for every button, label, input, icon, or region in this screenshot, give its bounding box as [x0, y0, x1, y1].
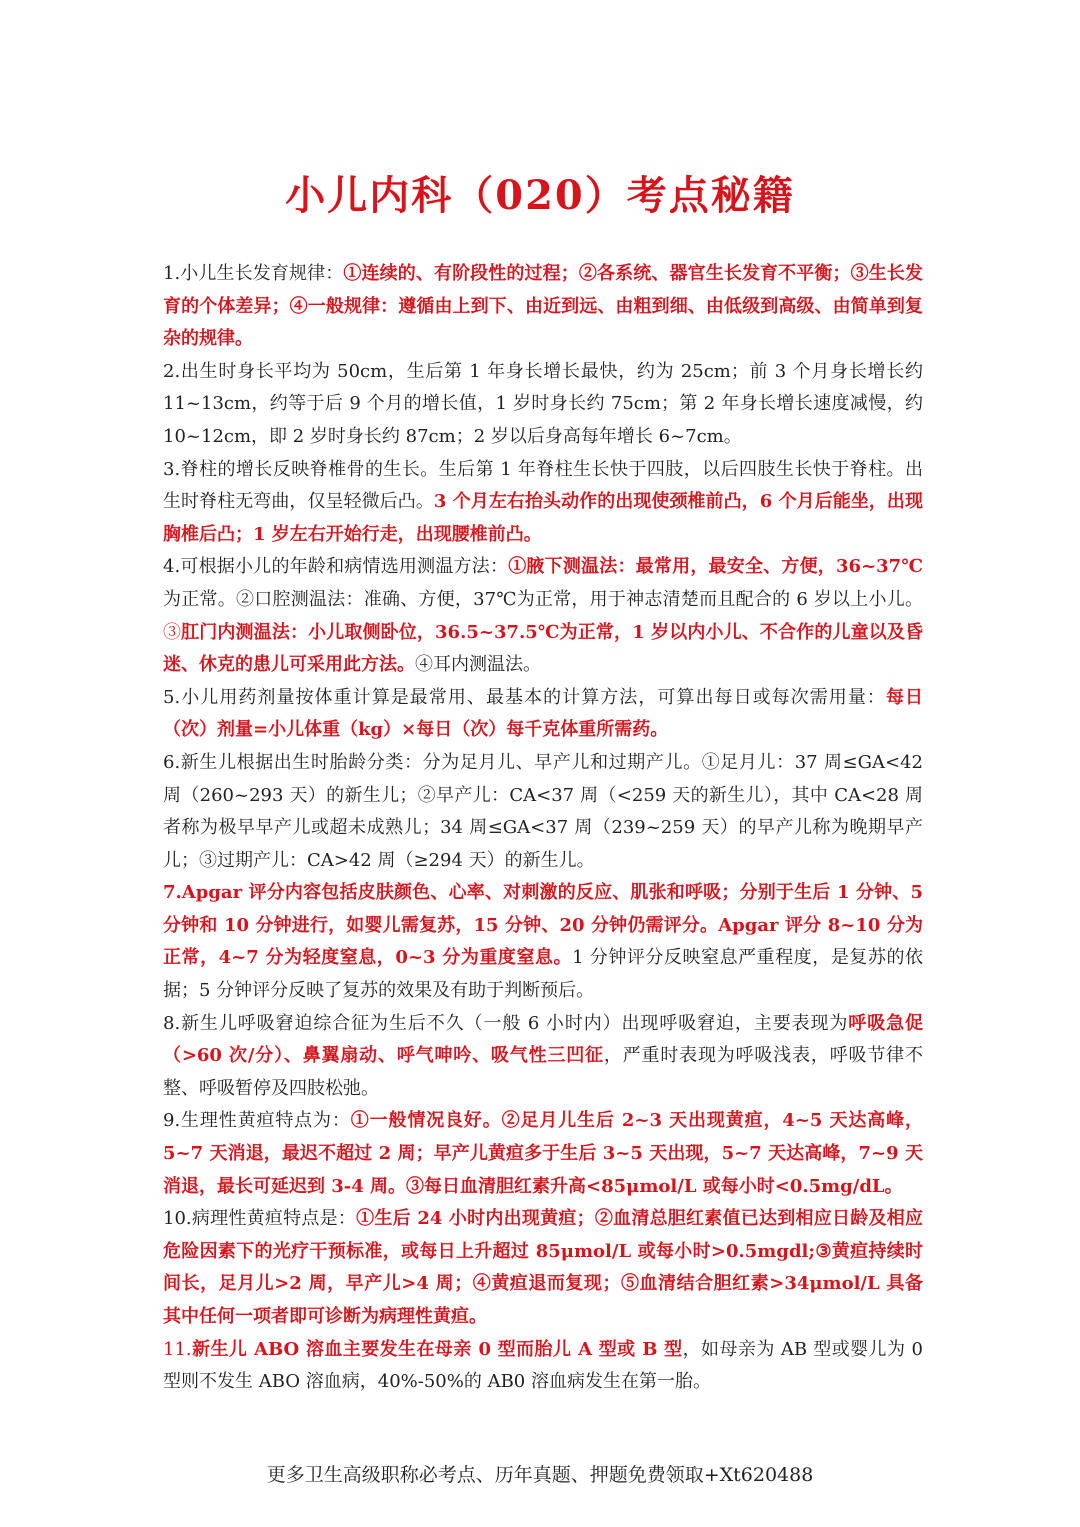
document-body [163, 258, 923, 1399]
paragraph-8 [163, 1008, 923, 1106]
highlighted-text-segment: ①生后 24 小时内出现黄疸；②血清总胆红素值已达到相应日龄及相应危险因素下的光疗干预标准，或每日上升超过 85μmol/L 或每小时>0.5mgdl;③黄疸持续时间长，足月儿>2 周，早产儿>4 周；④黄疸退而复现；⑤血清结合胆红素>34μmol/L 具备其中任何一项者即可诊断为病理性黄疸。 [163, 1208, 923, 1327]
highlighted-text-segment: ①腋下测温法：最常用，最安全、方便，36~37℃ [508, 556, 923, 578]
page-title: 小儿内科（020）考点秘籍 [285, 172, 795, 219]
paragraph-11 [163, 1334, 923, 1399]
text-segment: 9.生理性黄疸特点为： [163, 1110, 351, 1132]
paragraph-4 [163, 551, 923, 681]
highlighted-text-segment: ①一般情况良好。②足月儿生后 2~3 天出现黄疸，4~5 天达高峰，5~7 天消退，最迟不超过 2 周；早产儿黄疸多于生后 3~5 天出现，5~7 天达高峰，7~9 天消退，最长可延迟到 3-4 周。③每日血清胆红素升高<85μmol/L 或每小时<0.5mg/dL。 [163, 1110, 923, 1197]
paragraph-7 [163, 877, 923, 1007]
text-segment: 5.小儿用药剂量按体重计算是最常用、最基本的计算方法，可算出每日或每次需用量： [163, 686, 886, 708]
text-segment: 6.新生儿根据出生时胎龄分类：分为足月儿、早产儿和过期产儿。①足月儿：37 周≤GA<42 周（260~293 天）的新生儿；②早产儿：CA<37 周（<259 天的新生儿），其中 CA<28 周者称为极早早产儿或超未成熟儿；34 周≤GA<37 周（239~259 天）的早产儿称为晚期早产儿；③过期产儿：CA>42 周（≥294 天）的新生儿。 [163, 751, 923, 871]
paragraph-5 [163, 682, 923, 747]
highlighted-text-segment: 新生儿 ABO 溶血主要发生在母亲 0 型而胎儿 A 型或 B 型 [191, 1338, 683, 1360]
text-segment: 3.脊柱的增长反映脊椎骨的生长。生后第 1 年脊柱生长快于四肢，以后四肢生长快于脊柱。出生时脊柱无弯曲，仅呈轻微后凸。 [163, 458, 923, 513]
text-segment: 2.出生时身长平均为 50cm，生后第 1 年身长增长最快，约为 25cm；前 3 个月身长增长约 11~13cm，约等于后 9 个月的增长值，1 岁时身长约 75cm；第 2 年身长增长速度减慢，约 10~12cm，即 2 岁时身长约 87cm；2 岁以后身高每年增长 6~7cm。 [163, 360, 923, 447]
paragraph-1 [163, 258, 923, 356]
paragraph-10 [163, 1203, 923, 1333]
paragraph-9 [163, 1105, 923, 1203]
text-segment: ④耳内测温法。 [415, 654, 541, 676]
text-segment: 为正常。②口腔测温法：准确、方便，37℃为正常，用于神志清楚而且配合的 6 岁以上小儿。 [163, 588, 923, 610]
text-segment: 4.可根据小儿的年龄和病情选用测温方法： [163, 556, 509, 578]
highlighted-text-segment: 呼吸急促（>60 次/分）、鼻翼扇动、呼气呻吟、吸气性三凹征 [163, 1012, 923, 1067]
text-segment: ，如母亲为 AB 型或婴儿为 0 型则不发生 ABO 溶血病，40%-50%的 AB0 溶血病发生在第一胎。 [163, 1338, 923, 1393]
paragraph-6 [163, 747, 923, 877]
text-segment: 8.新生儿呼吸窘迫综合征为生后不久（一般 6 小时内）出现呼吸窘迫，主要表现为 [163, 1012, 849, 1034]
highlighted-text-segment: 7.Apgar 评分内容包括皮肤颜色、心率、对刺激的反应、肌张和呼吸；分别于生后 1 分钟、5 分钟和 10 分钟进行，如婴儿需复苏，15 分钟、20 分钟仍需评分。Apgar 评分 8~10 分为正常，4~7 分为轻度窒息，0~3 分为重度窒息。 [163, 882, 923, 969]
highlighted-text-segment: 肛门内测温法：小儿取侧卧位，36.5~37.5℃为正常，1 岁以内小儿、不合作的儿童以及昏迷、休克的患儿可采用此方法。 [163, 621, 923, 676]
highlighted-text-segment: 3 个月左右抬头动作的出现使颈椎前凸，6 个月后能坐，出现胸椎后凸；1 岁左右开始行走，出现腰椎前凸。 [163, 491, 923, 545]
text-segment: 1 分钟评分反映窒息严重程度，是复苏的依据；5 分钟评分反映了复苏的效果及有助于判断预后。 [163, 947, 923, 1002]
highlighted-text-segment: 每日（次）剂量=小儿体重（kg）×每日（次）每千克体重所需药。 [163, 686, 923, 741]
paragraph-3 [163, 454, 923, 552]
highlighted-text-segment: ③ [163, 621, 182, 643]
paragraph-2 [163, 356, 923, 454]
highlighted-text-segment: 11. [163, 1338, 192, 1360]
highlighted-text-segment: ①连续的、有阶段性的过程；②各系统、器官生长发育不平衡；③生长发育的个体差异；④一般规律：遵循由上到下、由近到远、由粗到细、由低级到高级、由简单到复杂的规律。 [163, 263, 923, 350]
text-segment: ，严重时表现为呼吸浅表，呼吸节律不整、呼吸暂停及四肢松弛。 [163, 1045, 923, 1099]
footer-note: 更多卫生高级职称必考点、历年真题、押题免费领取+Xt620488 [266, 1464, 814, 1486]
text-segment: 1.小儿生长发育规律： [163, 263, 344, 284]
text-segment: 10.病理性黄疸特点是： [163, 1208, 357, 1230]
